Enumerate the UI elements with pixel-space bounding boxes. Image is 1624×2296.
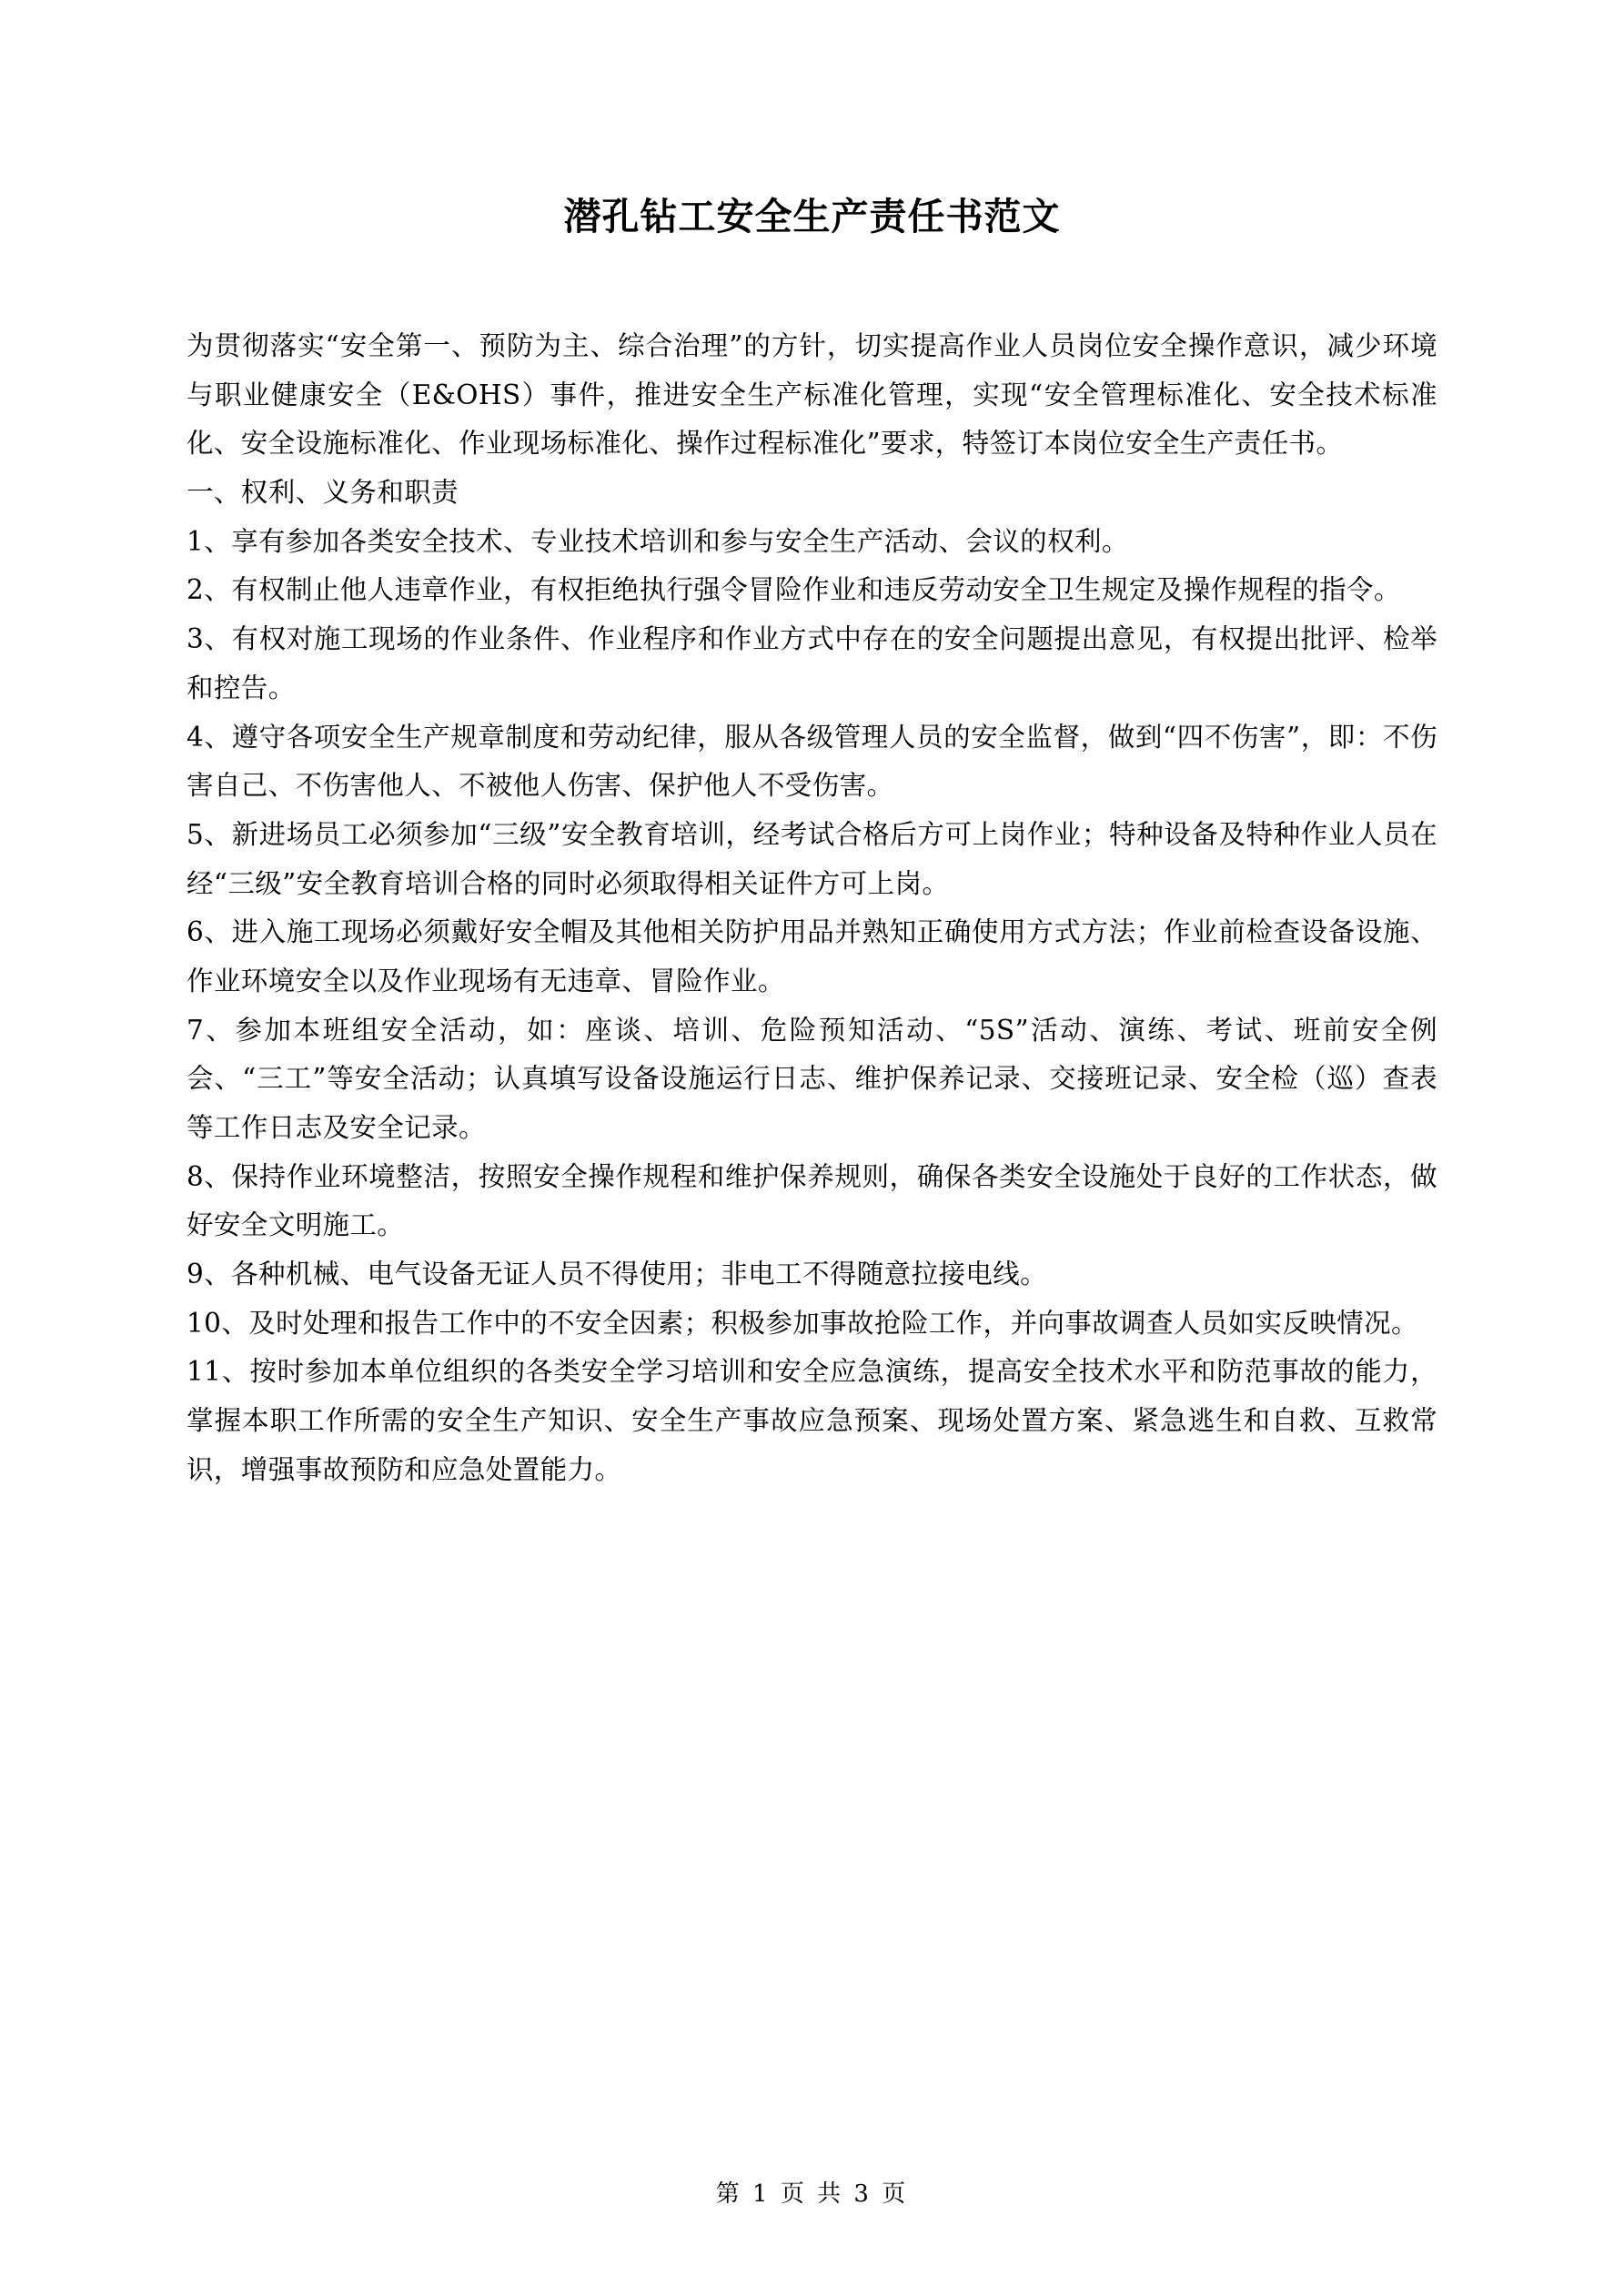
- document-content: [187, 0, 1437, 1495]
- paragraph-item-9: 9、各种机械、电气设备无证人员不得使用；非电工不得随意拉接电线。: [187, 1259, 1048, 1290]
- paragraph-item-5: 5、新进场员工必须参加“三级”安全教育培训，经考试合格后方可上岗作业；特种设备及特种作业人员在经“三级”安全教育培训合格的同时必须取得相关证件方可上岗。: [187, 818, 1437, 899]
- page-title: 潜孔钻工安全生产责任书范文: [563, 195, 1061, 238]
- paragraph-item-11: 11、按时参加本单位组织的各类安全学习培训和安全应急演练，提高安全技术水平和防范事故的能力，掌握本职工作所需的安全生产知识、安全生产事故应急预案、现场处置方案、紧急逃生和自救、互救常识，增强事故预防和应急处置能力。: [187, 1356, 1437, 1485]
- paragraph-item-6: 6、进入施工现场必须戴好安全帽及其他相关防护用品并熟知正确使用方式方法；作业前检查设备设施、作业环境安全以及作业现场有无违章、冒险作业。: [187, 916, 1437, 996]
- document-body: [187, 322, 1437, 1495]
- paragraph-item-4: 4、遵守各项安全生产规章制度和劳动纪律，服从各级管理人员的安全监督，做到“四不伤害”，即：不伤害自己、不伤害他人、不被他人伤害、保护他人不受伤害。: [187, 721, 1437, 802]
- section-heading-rights: 一、权利、义务和职责: [187, 477, 459, 509]
- paragraph-item-8: 8、保持作业环境整洁，按照安全操作规程和维护保养规则，确保各类安全设施处于良好的工作状态，做好安全文明施工。: [187, 1160, 1437, 1241]
- paragraph-intro: 为贯彻落实“安全第一、预防为主、综合治理”的方针，切实提高作业人员岗位安全操作意识，减少环境与职业健康安全（E&OHS）事件，推进安全生产标准化管理，实现“安全管理标准化、安全技术标准化、安全设施标准化、作业现场标准化、操作过程标准化”要求，特签订本岗位安全生产责任书。: [187, 330, 1437, 460]
- paragraph-item-7: 7、参加本班组安全活动，如：座谈、培训、危险预知活动、“5S”活动、演练、考试、班前安全例会、“三工”等安全活动；认真填写设备设施运行日志、维护保养记录、交接班记录、安全检（巡）查表等工作日志及安全记录。: [187, 1014, 1437, 1143]
- paragraph-item-2: 2、有权制止他人违章作业，有权拒绝执行强令冒险作业和违反劳动安全卫生规定及操作规程的指令。: [187, 574, 1401, 606]
- paragraph-item-10: 10、及时处理和报告工作中的不安全因素；积极参加事故抢险工作，并向事故调查人员如实反映情况。: [187, 1307, 1418, 1339]
- paragraph-item-1: 1、享有参加各类安全技术、专业技术培训和参与安全生产活动、会议的权利。: [187, 525, 1129, 557]
- paragraph-item-3: 3、有权对施工现场的作业条件、作业程序和作业方式中存在的安全问题提出意见，有权提出批评、检举和控告。: [187, 623, 1437, 703]
- page-footer: 第 1 页 共 3 页: [715, 2180, 909, 2208]
